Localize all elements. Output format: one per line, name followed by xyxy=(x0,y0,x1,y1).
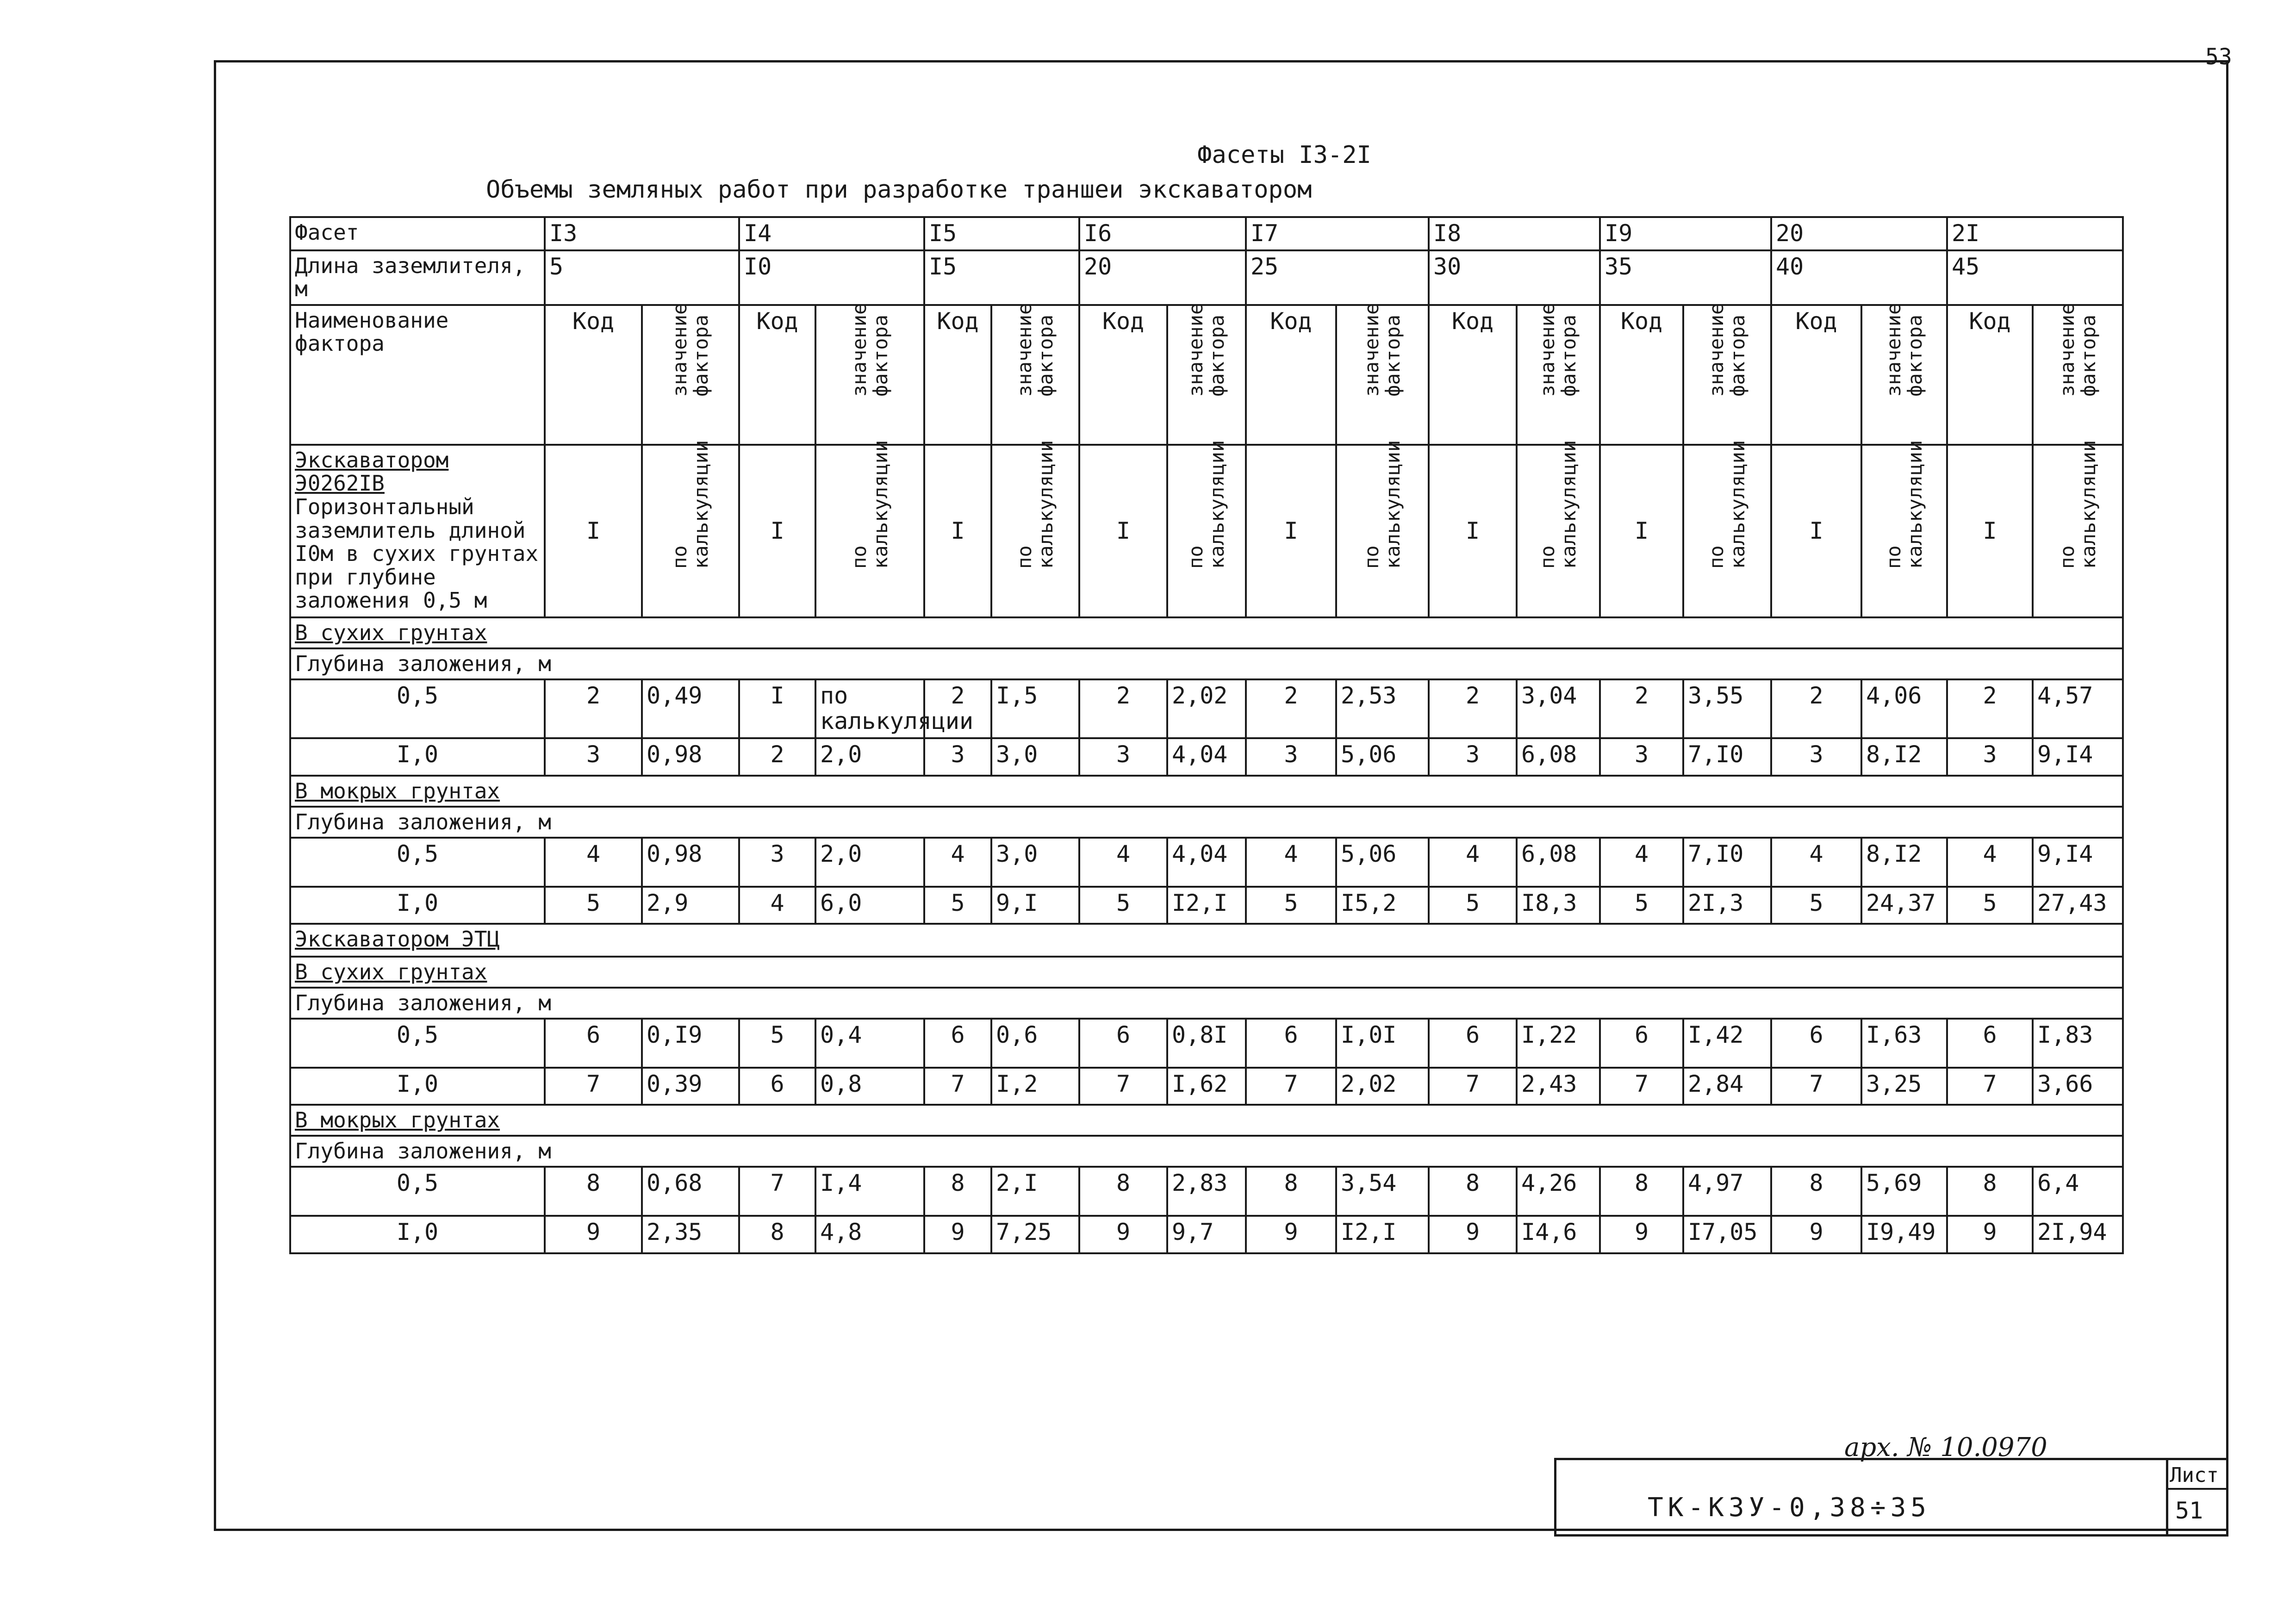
facet-number: I4 xyxy=(739,217,924,250)
code-cell: 7 xyxy=(924,1068,991,1105)
code-cell: 5 xyxy=(739,1019,815,1068)
code-cell: 7 xyxy=(1429,1068,1517,1105)
calc-text: по калькуляции xyxy=(1184,440,1228,569)
value-cell: 2,84 xyxy=(1683,1068,1771,1105)
code-cell: 6 xyxy=(545,1019,642,1068)
value-cell: 4,8 xyxy=(815,1216,924,1253)
code-cell: 5 xyxy=(545,887,642,924)
excavator1-code: I xyxy=(1771,445,1861,617)
facet-number: I3 xyxy=(545,217,739,250)
value-header-text: значение фактора xyxy=(2055,303,2100,397)
code-cell: 2 xyxy=(545,679,642,738)
depth-value: I,0 xyxy=(290,1068,545,1105)
facet-number: I8 xyxy=(1429,217,1600,250)
value-header-text: значение фактора xyxy=(1184,303,1228,397)
code-cell: 3 xyxy=(1600,738,1683,776)
sheet-separator xyxy=(2166,1488,2228,1490)
code-cell: 8 xyxy=(1079,1167,1167,1216)
excavator1-row xyxy=(290,445,2123,617)
value-cell: 9,7 xyxy=(1167,1216,1246,1253)
section-title-row xyxy=(290,1105,2123,1136)
code-cell: 5 xyxy=(1429,887,1517,924)
value-header xyxy=(2033,305,2123,445)
document-code: ТК-КЗУ-0,38÷35 xyxy=(1648,1493,1931,1523)
value-cell: 2,43 xyxy=(1517,1068,1600,1105)
code-header: Код xyxy=(739,305,815,445)
code-cell: 6 xyxy=(1429,1019,1517,1068)
value-cell: 3,54 xyxy=(1336,1167,1429,1216)
value-cell: 3,0 xyxy=(991,738,1079,776)
code-cell: 7 xyxy=(1947,1068,2033,1105)
excavator1-calc xyxy=(1167,440,1246,617)
value-cell: 2,0 xyxy=(815,738,924,776)
code-cell: 5 xyxy=(924,887,991,924)
value-header xyxy=(991,305,1079,445)
value-cell: 7,25 xyxy=(991,1216,1079,1253)
code-header: Код xyxy=(545,305,642,445)
code-cell: 8 xyxy=(1246,1167,1336,1216)
code-cell: 9 xyxy=(1079,1216,1167,1253)
value-header-text: значение фактора xyxy=(1882,303,1926,397)
depth-value: I,0 xyxy=(290,1216,545,1253)
code-cell: 3 xyxy=(739,838,815,887)
code-cell: 7 xyxy=(545,1068,642,1105)
code-cell: 3 xyxy=(1771,738,1861,776)
code-header: Код xyxy=(1771,305,1861,445)
depth-label-row xyxy=(290,1136,2123,1167)
depth-label-row xyxy=(290,648,2123,679)
value-cell: 3,66 xyxy=(2033,1068,2123,1105)
value-cell: 2,02 xyxy=(1167,679,1246,738)
value-cell: 7,I0 xyxy=(1683,838,1771,887)
value-cell: I5,2 xyxy=(1336,887,1429,924)
code-cell: 7 xyxy=(1600,1068,1683,1105)
code-cell: 5 xyxy=(1771,887,1861,924)
length-label: Длина заземлителя, м xyxy=(290,250,545,305)
code-cell: 2 xyxy=(1600,679,1683,738)
sheet-label: Лист xyxy=(2170,1463,2219,1487)
value-header xyxy=(1861,305,1947,445)
section-title-row xyxy=(290,617,2123,648)
excavator1-calc xyxy=(1861,440,1947,617)
calc-text: по калькуляции xyxy=(847,440,892,569)
code-cell: 2 xyxy=(1947,679,2033,738)
value-cell: 3,04 xyxy=(1517,679,1600,738)
value-cell: 5,06 xyxy=(1336,738,1429,776)
length-row xyxy=(290,250,2123,305)
excavator1-code: I xyxy=(739,445,815,617)
code-cell: 6 xyxy=(1771,1019,1861,1068)
excavator2-row xyxy=(290,924,2123,957)
code-cell: 3 xyxy=(1079,738,1167,776)
page-subtitle: Объемы земляных работ при разработке траншеи экскаватором xyxy=(486,176,1312,204)
length-value: 45 xyxy=(1947,250,2123,305)
excavator1-cell xyxy=(290,445,545,617)
value-cell: 4,57 xyxy=(2033,679,2123,738)
depth-value: 0,5 xyxy=(290,679,545,738)
calc-text: по калькуляции xyxy=(1705,440,1749,569)
code-cell: I xyxy=(739,679,815,738)
code-cell: 9 xyxy=(1600,1216,1683,1253)
length-value: 25 xyxy=(1246,250,1429,305)
value-cell: I7,05 xyxy=(1683,1216,1771,1253)
code-cell: 4 xyxy=(1947,838,2033,887)
value-cell: 0,49 xyxy=(642,679,739,738)
value-header xyxy=(1336,305,1429,445)
data-row xyxy=(290,887,2123,924)
code-cell: 4 xyxy=(739,887,815,924)
value-header-text: значение фактора xyxy=(1013,303,1057,397)
value-cell: I,22 xyxy=(1517,1019,1600,1068)
code-cell: 4 xyxy=(1079,838,1167,887)
depth-value: I,0 xyxy=(290,738,545,776)
length-value: 5 xyxy=(545,250,739,305)
value-cell: 2,I xyxy=(991,1167,1079,1216)
value-cell: 0,8 xyxy=(815,1068,924,1105)
data-row xyxy=(290,1216,2123,1253)
value-header-text: значение фактора xyxy=(668,303,712,397)
depth-label: Глубина заложения, м xyxy=(290,807,2123,838)
value-header xyxy=(815,305,924,445)
code-cell: 6 xyxy=(1600,1019,1683,1068)
value-cell: по калькуляции xyxy=(815,679,924,738)
value-cell: 6,08 xyxy=(1517,838,1600,887)
value-cell: I9,49 xyxy=(1861,1216,1947,1253)
depth-value: 0,5 xyxy=(290,838,545,887)
depth-value: 0,5 xyxy=(290,1019,545,1068)
value-cell: 2,53 xyxy=(1336,679,1429,738)
value-cell: 0,8I xyxy=(1167,1019,1246,1068)
facet-number: I9 xyxy=(1600,217,1771,250)
value-cell: 9,I4 xyxy=(2033,738,2123,776)
value-cell: I4,6 xyxy=(1517,1216,1600,1253)
value-cell: I8,3 xyxy=(1517,887,1600,924)
data-row xyxy=(290,738,2123,776)
facet-number: 20 xyxy=(1771,217,1947,250)
excavator1-code: I xyxy=(545,445,642,617)
sheet-number: 51 xyxy=(2175,1497,2203,1524)
value-header xyxy=(1167,305,1246,445)
code-cell: 6 xyxy=(1947,1019,2033,1068)
value-cell: 2,83 xyxy=(1167,1167,1246,1216)
data-row xyxy=(290,838,2123,887)
value-header xyxy=(1517,305,1600,445)
excavator1-calc xyxy=(1517,440,1600,617)
code-cell: 3 xyxy=(1246,738,1336,776)
depth-value: I,0 xyxy=(290,887,545,924)
value-cell: 2,02 xyxy=(1336,1068,1429,1105)
length-value: I0 xyxy=(739,250,924,305)
section-title: В мокрых грунтах xyxy=(290,776,2123,807)
depth-label: Глубина заложения, м xyxy=(290,648,2123,679)
code-cell: 8 xyxy=(739,1216,815,1253)
excavator1-code: I xyxy=(1246,445,1336,617)
value-cell: 0,39 xyxy=(642,1068,739,1105)
length-value: 40 xyxy=(1771,250,1947,305)
depth-label: Глубина заложения, м xyxy=(290,988,2123,1019)
value-cell: 9,I xyxy=(991,887,1079,924)
data-row xyxy=(290,1019,2123,1068)
value-cell: 4,06 xyxy=(1861,679,1947,738)
code-cell: 8 xyxy=(1771,1167,1861,1216)
value-cell: 5,69 xyxy=(1861,1167,1947,1216)
value-header-text: значение фактора xyxy=(847,303,892,397)
facets-table xyxy=(289,216,2124,1254)
value-cell: 3,0 xyxy=(991,838,1079,887)
value-header-text: значение фактора xyxy=(1705,303,1749,397)
value-header xyxy=(1683,305,1771,445)
code-cell: 2 xyxy=(1429,679,1517,738)
value-header-text: значение фактора xyxy=(1536,303,1580,397)
value-cell: I,4 xyxy=(815,1167,924,1216)
value-cell: 9,I4 xyxy=(2033,838,2123,887)
code-header: Код xyxy=(1079,305,1167,445)
code-cell: 3 xyxy=(1429,738,1517,776)
excavator1-calc xyxy=(1683,440,1771,617)
code-cell: 4 xyxy=(924,838,991,887)
value-cell: 4,97 xyxy=(1683,1167,1771,1216)
code-cell: 2 xyxy=(1771,679,1861,738)
value-cell: 27,43 xyxy=(2033,887,2123,924)
excavator2-label: Экскаватором ЭТЦ xyxy=(290,924,2123,957)
code-cell: 3 xyxy=(545,738,642,776)
section-title: В мокрых грунтах xyxy=(290,1105,2123,1136)
facet-row xyxy=(290,217,2123,250)
value-cell: 4,04 xyxy=(1167,838,1246,887)
code-cell: 5 xyxy=(1947,887,2033,924)
value-cell: 4,04 xyxy=(1167,738,1246,776)
value-cell: 0,98 xyxy=(642,838,739,887)
code-cell: 9 xyxy=(1429,1216,1517,1253)
code-cell: 7 xyxy=(1771,1068,1861,1105)
facet-number: 2I xyxy=(1947,217,2123,250)
code-cell: 5 xyxy=(1246,887,1336,924)
code-cell: 6 xyxy=(924,1019,991,1068)
code-cell: 6 xyxy=(1079,1019,1167,1068)
value-cell: 5,06 xyxy=(1336,838,1429,887)
code-cell: 8 xyxy=(924,1167,991,1216)
code-header: Код xyxy=(1429,305,1517,445)
excavator1-description: Горизонтальный заземлитель длиной I0м в сухих грунтах при глубине заложения 0,5 м xyxy=(295,494,539,613)
calc-text: по калькуляции xyxy=(668,440,712,569)
code-cell: 9 xyxy=(1947,1216,2033,1253)
page-title: Фасеты I3-2I xyxy=(1197,141,1371,169)
code-cell: 6 xyxy=(739,1068,815,1105)
calc-text: по калькуляции xyxy=(1013,440,1057,569)
value-cell: 3,25 xyxy=(1861,1068,1947,1105)
code-cell: 4 xyxy=(1771,838,1861,887)
value-header xyxy=(642,305,739,445)
length-value: 20 xyxy=(1079,250,1246,305)
excavator1-calc xyxy=(815,440,924,617)
calc-text: по калькуляции xyxy=(1882,440,1926,569)
excavator1-calc xyxy=(642,440,739,617)
value-cell: I,0I xyxy=(1336,1019,1429,1068)
value-cell: I2,I xyxy=(1336,1216,1429,1253)
depth-label-row xyxy=(290,807,2123,838)
value-cell: 2I,94 xyxy=(2033,1216,2123,1253)
value-cell: I,5 xyxy=(991,679,1079,738)
facet-number: I7 xyxy=(1246,217,1429,250)
data-row xyxy=(290,1068,2123,1105)
length-value: 35 xyxy=(1600,250,1771,305)
code-cell: 4 xyxy=(1600,838,1683,887)
code-cell: 9 xyxy=(924,1216,991,1253)
code-cell: 2 xyxy=(924,679,991,738)
value-header-text: значение фактора xyxy=(1360,303,1404,397)
value-cell: 2,35 xyxy=(642,1216,739,1253)
section-title-row xyxy=(290,957,2123,988)
value-cell: 6,08 xyxy=(1517,738,1600,776)
value-cell: I2,I xyxy=(1167,887,1246,924)
section-title-row xyxy=(290,776,2123,807)
excavator1-label: Экскаватором Э0262IВ xyxy=(295,447,449,496)
value-cell: 0,68 xyxy=(642,1167,739,1216)
value-cell: 0,I9 xyxy=(642,1019,739,1068)
code-cell: 3 xyxy=(1947,738,2033,776)
code-cell: 8 xyxy=(1429,1167,1517,1216)
archive-note: арх. № 10.0970 xyxy=(1844,1432,2047,1462)
length-value: I5 xyxy=(924,250,1079,305)
code-cell: 2 xyxy=(1079,679,1167,738)
factor-header-row xyxy=(290,305,2123,445)
code-cell: 5 xyxy=(1079,887,1167,924)
value-cell: 24,37 xyxy=(1861,887,1947,924)
excavator1-code: I xyxy=(924,445,991,617)
value-cell: 8,I2 xyxy=(1861,838,1947,887)
excavator1-code: I xyxy=(1429,445,1517,617)
value-cell: 8,I2 xyxy=(1861,738,1947,776)
value-cell: 0,6 xyxy=(991,1019,1079,1068)
value-cell: 2,9 xyxy=(642,887,739,924)
factor-label: Наименование фактора xyxy=(290,305,545,445)
value-cell: 0,98 xyxy=(642,738,739,776)
code-cell: 7 xyxy=(739,1167,815,1216)
code-cell: 7 xyxy=(1079,1068,1167,1105)
code-cell: 2 xyxy=(739,738,815,776)
code-cell: 7 xyxy=(1246,1068,1336,1105)
value-cell: 0,4 xyxy=(815,1019,924,1068)
code-cell: 9 xyxy=(545,1216,642,1253)
value-cell: 2,0 xyxy=(815,838,924,887)
facet-number: I6 xyxy=(1079,217,1246,250)
code-cell: 9 xyxy=(1771,1216,1861,1253)
code-cell: 6 xyxy=(1246,1019,1336,1068)
code-cell: 8 xyxy=(1947,1167,2033,1216)
excavator1-code: I xyxy=(1947,445,2033,617)
value-cell: I,62 xyxy=(1167,1068,1246,1105)
value-cell: 2I,3 xyxy=(1683,887,1771,924)
data-row xyxy=(290,1167,2123,1216)
value-cell: 3,55 xyxy=(1683,679,1771,738)
code-header: Код xyxy=(924,305,991,445)
facet-label: Фасет xyxy=(290,217,545,250)
value-cell: I,63 xyxy=(1861,1019,1947,1068)
excavator1-code: I xyxy=(1600,445,1683,617)
code-cell: 8 xyxy=(545,1167,642,1216)
value-cell: 6,0 xyxy=(815,887,924,924)
section-title: В сухих грунтах xyxy=(290,957,2123,988)
data-row xyxy=(290,679,2123,738)
excavator1-calc xyxy=(1336,440,1429,617)
code-cell: 9 xyxy=(1246,1216,1336,1253)
section-title: В сухих грунтах xyxy=(290,617,2123,648)
excavator1-calc xyxy=(991,440,1079,617)
calc-text: по калькуляции xyxy=(1360,440,1404,569)
value-cell: 6,4 xyxy=(2033,1167,2123,1216)
calc-text: по калькуляции xyxy=(1536,440,1580,569)
code-cell: 5 xyxy=(1600,887,1683,924)
value-cell: I,83 xyxy=(2033,1019,2123,1068)
depth-label: Глубина заложения, м xyxy=(290,1136,2123,1167)
excavator1-code: I xyxy=(1079,445,1167,617)
page-number: 53 xyxy=(2205,44,2232,70)
code-header: Код xyxy=(1246,305,1336,445)
code-cell: 8 xyxy=(1600,1167,1683,1216)
value-cell: I,2 xyxy=(991,1068,1079,1105)
code-cell: 2 xyxy=(1246,679,1336,738)
value-cell: 4,26 xyxy=(1517,1167,1600,1216)
depth-value: 0,5 xyxy=(290,1167,545,1216)
calc-text: по калькуляции xyxy=(2055,440,2100,569)
excavator1-calc xyxy=(2033,440,2123,617)
facet-number: I5 xyxy=(924,217,1079,250)
code-cell: 4 xyxy=(1429,838,1517,887)
code-cell: 3 xyxy=(924,738,991,776)
code-cell: 4 xyxy=(1246,838,1336,887)
length-value: 30 xyxy=(1429,250,1600,305)
code-cell: 4 xyxy=(545,838,642,887)
value-cell: I,42 xyxy=(1683,1019,1771,1068)
code-header: Код xyxy=(1947,305,2033,445)
depth-label-row xyxy=(290,988,2123,1019)
value-cell: 7,I0 xyxy=(1683,738,1771,776)
code-header: Код xyxy=(1600,305,1683,445)
